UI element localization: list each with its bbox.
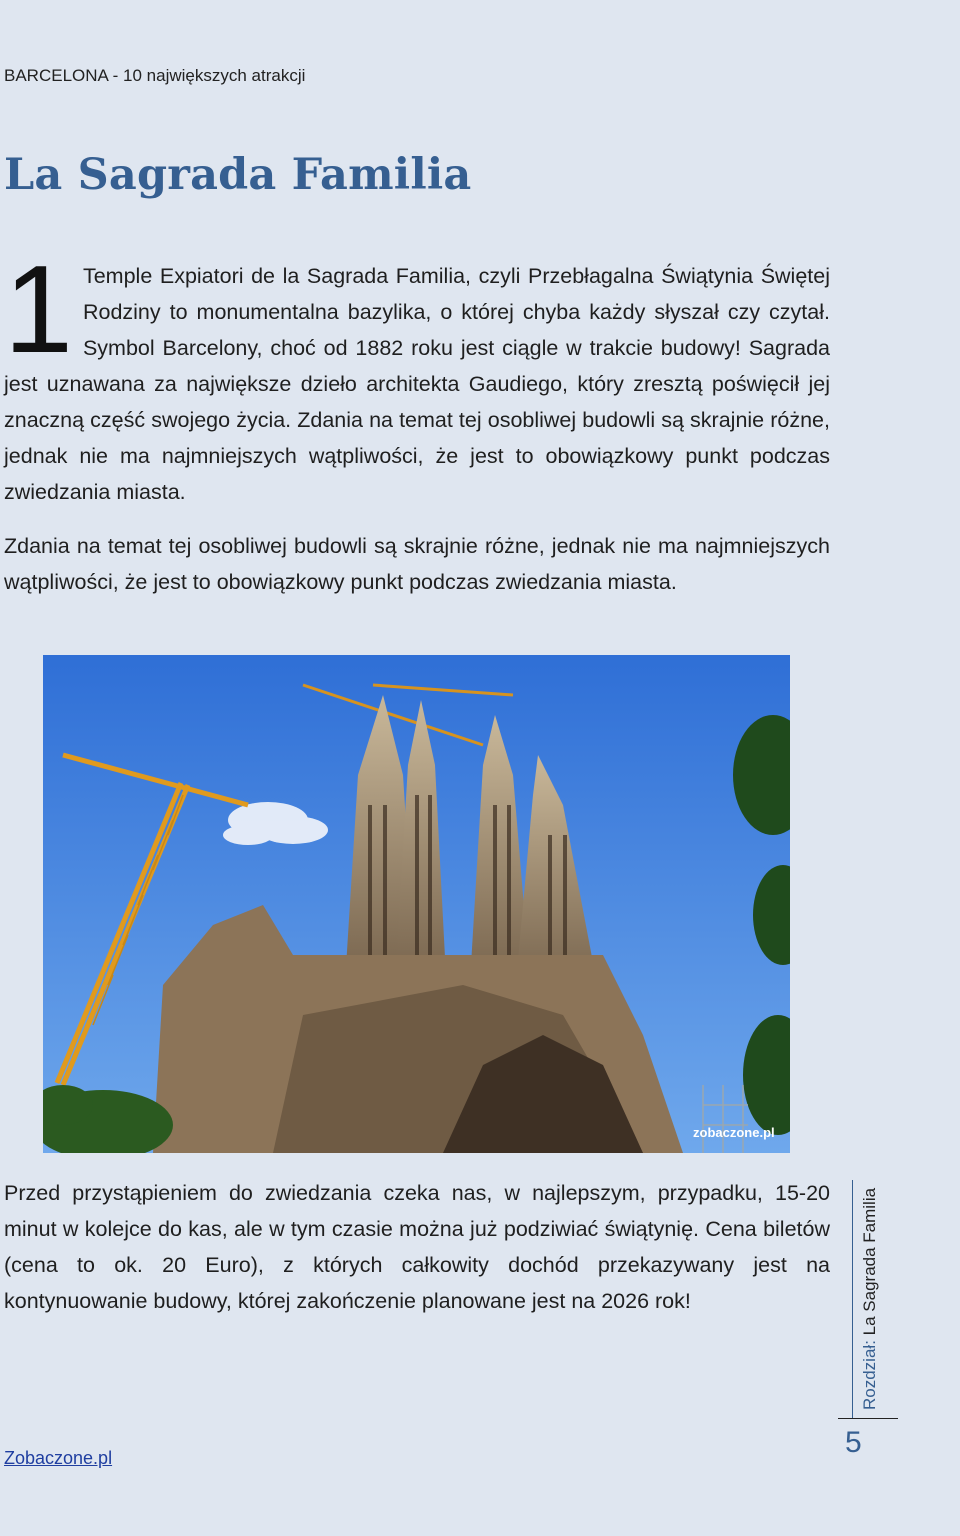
photo-watermark: zobaczone.pl [693,1125,775,1140]
running-header: BARCELONA - 10 największych atrakcji [4,66,306,85]
chapter-title: La Sagrada Familia [860,1187,879,1336]
page-number: 5 [845,1426,862,1459]
second-paragraph: Zdania na temat tej osobliwej budowli są skrajnie różne, jednak nie ma najmniejszych wątpliwości, że jest to obowiązkowy punkt podczas zwiedzania miasta. [4,534,830,594]
side-vertical-rule [852,1180,853,1418]
third-paragraph: Przed przystąpieniem do zwiedzania czeka nas, w najlepszym, przypadku, 15-20 minut w kolejce do kas, ale w tym czasie można już podziwiać świątynię. Cena biletów (cena to ok. 20 Euro), z których całkowity dochód przekazywany jest na kontynuowanie budowy, której zakończenie planowane jest na 2026 rok! [4,1181,830,1313]
page-title: La Sagrada Familia [4,150,472,200]
chapter-label [860,1188,880,1410]
chapter-prefix: Rozdział: [860,1340,879,1410]
sagrada-familia-photo [43,655,790,1153]
drop-cap: 1 [4,241,73,379]
page-number-rule [838,1418,898,1419]
intro-paragraph [4,241,830,510]
footer-link[interactable]: Zobaczone.pl [4,1448,113,1468]
intro-text: Temple Expiatori de la Sagrada Familia, czyli Przebłagalna Świątynia Świętej Rodziny to monumentalna bazylika, o której chyba każdy słyszał czy czytał. Symbol Barcelony, choć od 1882 roku jest ciągle w trakcie budowy! Sagrada jest uznawana za największe dzieło architekta Gaudiego, który zresztą poświęcił jej znaczną część swojego życia. Zdania na temat tej osobliwej budowli są skrajnie różne, jednak nie ma najmniejszych wątpliwości, że jest to obowiązkowy punkt podczas zwiedzania miasta. [4,264,830,504]
